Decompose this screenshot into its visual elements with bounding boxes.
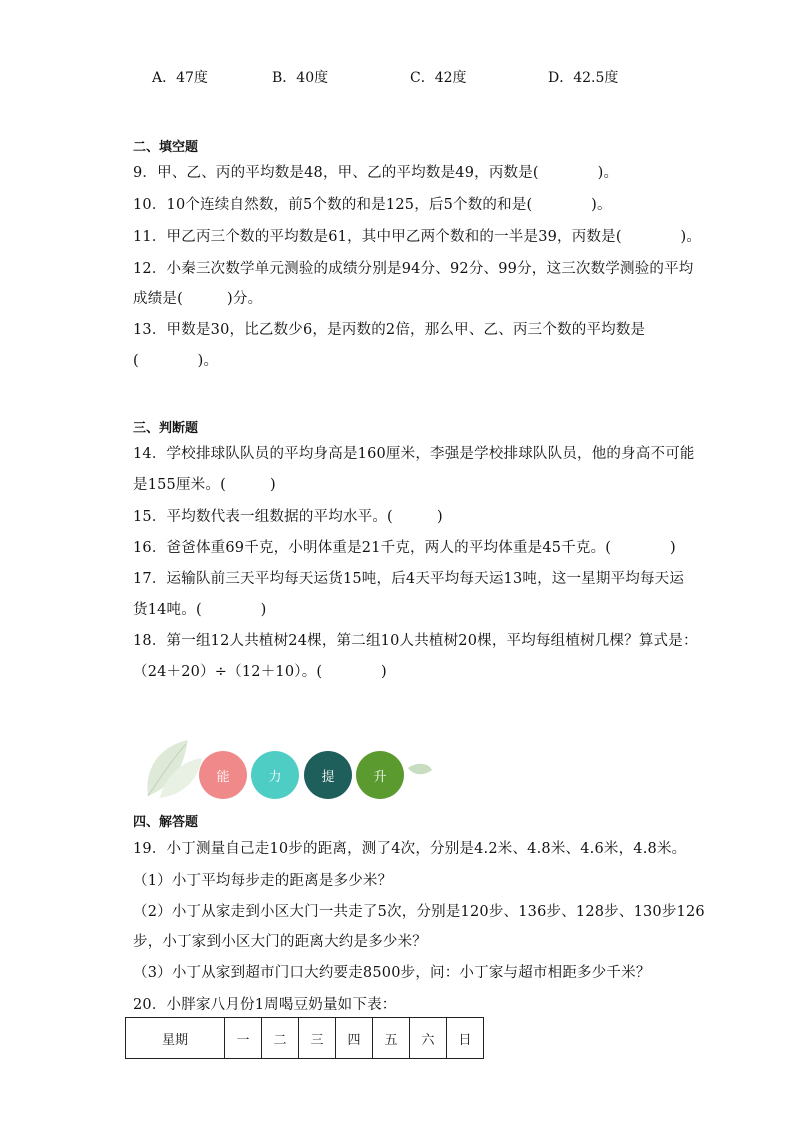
question-13-line2: ( )。 — [133, 353, 219, 369]
question-9: 9．甲、乙、丙的平均数是48，甲、乙的平均数是49，丙数是( )。 — [133, 165, 619, 181]
question-20: 20．小胖家八月份1周喝豆奶量如下表： — [133, 997, 397, 1013]
section-solve-title: 四、解答题 — [133, 815, 199, 830]
question-18-line2: （24＋20）÷（12＋10）。( ) — [133, 664, 387, 680]
table-cell: 六 — [410, 1018, 447, 1059]
question-19: 19．小丁测量自己走10步的距离，测了4次，分别是4.2米、4.8米、4.6米，4.8米。 — [133, 841, 687, 857]
banner-circle-1: 能 — [199, 751, 247, 799]
option-d: D．42.5度 — [548, 70, 619, 86]
question-14-line1: 14．学校排球队队员的平均身高是160厘米，李强是学校排球队队员，他的身高不可能 — [133, 446, 695, 462]
question-14-line2: 是155厘米。( ) — [133, 477, 276, 493]
question-19-part1: （1）小丁平均每步走的距离是多少米？ — [133, 873, 393, 889]
question-16: 16．爸爸体重69千克，小明体重是21千克，两人的平均体重是45千克。( ) — [133, 540, 676, 556]
table-cell: 四 — [336, 1018, 373, 1059]
table-cell: 日 — [447, 1018, 484, 1059]
soymilk-table — [125, 1017, 484, 1059]
table-header-cell: 星期 — [126, 1018, 225, 1059]
section-fill-title: 二、填空题 — [133, 140, 199, 155]
section-judge-title: 三、判断题 — [133, 421, 199, 436]
question-12-line1: 12．小秦三次数学单元测验的成绩分别是94分、92分、99分，这三次数学测验的平均 — [133, 261, 694, 277]
question-11: 11．甲乙丙三个数的平均数是61，其中甲乙两个数和的一半是39，丙数是( )。 — [133, 229, 702, 245]
table-cell: 三 — [299, 1018, 336, 1059]
banner-circle-2: 力 — [251, 751, 299, 799]
option-b: B．40度 — [272, 70, 329, 86]
banner-circle-4: 升 — [356, 751, 404, 799]
question-10: 10．10个连续自然数，前5个数的和是125，后5个数的和是( )。 — [133, 197, 612, 213]
option-a: A．47度 — [152, 70, 208, 86]
question-19-part3: （3）小丁从家到超市门口大约要走8500步，问：小丁家与超市相距多少千米？ — [133, 965, 651, 981]
question-13-line1: 13．甲数是30，比乙数少6，是丙数的2倍，那么甲、乙、丙三个数的平均数是 — [133, 322, 646, 338]
option-c: C．42度 — [410, 70, 467, 86]
banner-circle-3: 提 — [304, 751, 352, 799]
question-19-part2-line2: 步，小丁家到小区大门的距离大约是多少米？ — [133, 934, 427, 950]
table-row — [126, 1018, 484, 1059]
question-19-part2-line1: （2）小丁从家走到小区大门一共走了5次，分别是120步、136步、128步、130步126 — [133, 904, 705, 920]
question-15: 15．平均数代表一组数据的平均水平。( ) — [133, 509, 443, 525]
question-18-line1: 18．第一组12人共植树24棵，第二组10人共植树20棵，平均每组植树几棵？算式是： — [133, 633, 698, 649]
table-cell: 二 — [262, 1018, 299, 1059]
table-cell: 一 — [225, 1018, 262, 1059]
table-cell: 五 — [373, 1018, 410, 1059]
question-12-line2: 成绩是( )分。 — [133, 291, 263, 307]
question-17-line1: 17．运输队前三天平均每天运货15吨，后4天平均每天运13吨，这一星期平均每天运 — [133, 571, 685, 587]
question-17-line2: 货14吨。( ) — [133, 602, 267, 618]
